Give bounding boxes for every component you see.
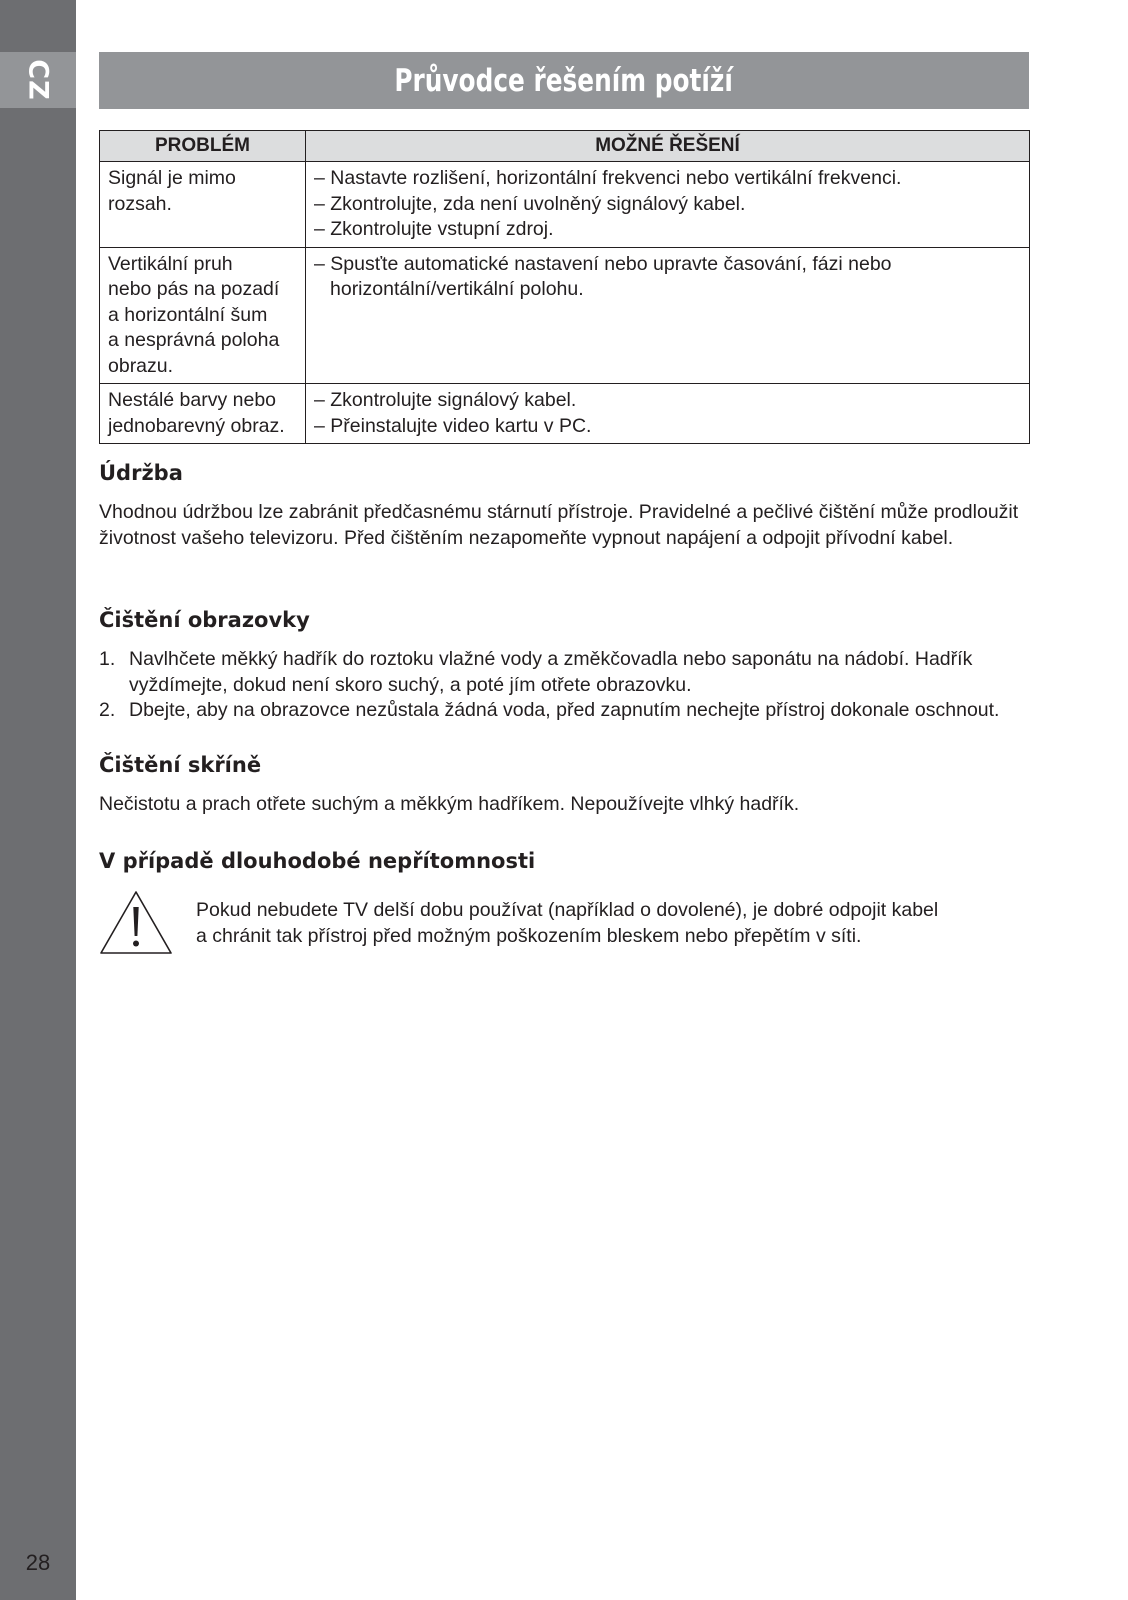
screen-cleaning-section xyxy=(99,607,1029,724)
screen-cleaning-list xyxy=(99,647,1029,724)
list-item-text: Dbejte, aby na obrazovce nezůstala žádná voda, před zapnutím nechejte přístroj dokonale oschnout. xyxy=(129,699,1000,721)
column-header-solution: MOŽNÉ ŘEŠENÍ xyxy=(306,131,1030,162)
list-number: 2. xyxy=(99,699,116,721)
list-item-text: Navlhčete měkký hadřík do roztoku vlažné vody a změkčovadla nebo saponátu na nádobí. Hadřík vyždímejte, dokud není skoro suchý, a poté jím otřete obrazovku. xyxy=(129,648,973,696)
list-item xyxy=(99,698,1029,724)
maintenance-text: Vhodnou údržbou lze zabránit předčasnému stárnutí přístroje. Pravidelné a pečlivé čištění může prodloužit životnost vašeho televizoru. Před čištěním nezapomeňte vypnout napájení a odpojit přívodní kabel. xyxy=(99,501,1019,549)
table-row xyxy=(100,247,1030,384)
solution-cell xyxy=(306,384,1030,444)
solution-cell xyxy=(306,162,1030,248)
warning-notice xyxy=(99,890,1029,960)
list-number: 1. xyxy=(99,648,116,670)
column-header-problem: PROBLÉM xyxy=(100,131,306,162)
solution-line: – Zkontrolujte vstupní zdroj. xyxy=(314,218,554,240)
problem-cell xyxy=(100,162,306,248)
problem-line: a horizontální šum xyxy=(108,303,268,326)
cabinet-cleaning-section xyxy=(99,752,1029,818)
solution-line: – Zkontrolujte, zda není uvolněný signálový kabel. xyxy=(314,192,746,215)
warning-triangle-icon xyxy=(99,890,173,956)
page-number: 28 xyxy=(25,1550,51,1575)
solution-line: – Přeinstalujte video kartu v PC. xyxy=(314,414,592,437)
page-title: Průvodce řešením potíží xyxy=(394,62,734,99)
maintenance-section xyxy=(99,460,1029,551)
absence-heading: V případě dlouhodobé nepřítomnosti xyxy=(99,849,536,873)
problem-cell xyxy=(100,247,306,384)
problem-line: Vertikální pruh xyxy=(108,252,233,275)
title-bar xyxy=(99,52,1029,109)
solution-cell xyxy=(306,247,1030,384)
troubleshooting-table xyxy=(99,130,1030,444)
problem-line: a nesprávná poloha xyxy=(108,329,280,351)
cabinet-cleaning-text: Nečistotu a prach otřete suchým a měkkým hadříkem. Nepoužívejte vlhký hadřík. xyxy=(99,793,800,815)
table-header-row xyxy=(100,131,1030,162)
problem-line: Signál je mimo xyxy=(108,167,236,189)
problem-line: nebo pás na pozadí xyxy=(108,278,280,300)
problem-line: rozsah. xyxy=(108,192,172,215)
solution-line: – Nastavte rozlišení, horizontální frekvenci nebo vertikální frekvenci. xyxy=(314,167,902,189)
table-row xyxy=(100,162,1030,248)
solution-line: – Zkontrolujte signálový kabel. xyxy=(314,389,577,411)
screen-cleaning-heading: Čištění obrazovky xyxy=(99,608,310,632)
list-item xyxy=(99,647,1029,698)
cabinet-cleaning-heading: Čištění skříně xyxy=(99,753,262,777)
problem-line: obrazu. xyxy=(108,354,174,377)
table-row xyxy=(100,384,1030,444)
problem-line: jednobarevný obraz. xyxy=(108,414,285,437)
problem-cell xyxy=(100,384,306,444)
problem-line: Nestálé barvy nebo xyxy=(108,389,277,411)
absence-section xyxy=(99,848,1029,874)
side-strip xyxy=(0,0,76,1600)
language-label: CZ xyxy=(22,59,54,101)
warning-text xyxy=(196,898,996,949)
warning-line: a chránit tak přístroj před možným poškozením bleskem nebo přepětím v síti. xyxy=(196,924,862,947)
warning-line: Pokud nebudete TV delší dobu používat (například o dovolené), je dobré odpojit kabel xyxy=(196,899,939,921)
solution-line: – Spusťte automatické nastavení nebo upravte časování, fázi nebo horizontální/vertikální polohu. xyxy=(314,252,892,300)
maintenance-heading: Údržba xyxy=(99,461,183,485)
